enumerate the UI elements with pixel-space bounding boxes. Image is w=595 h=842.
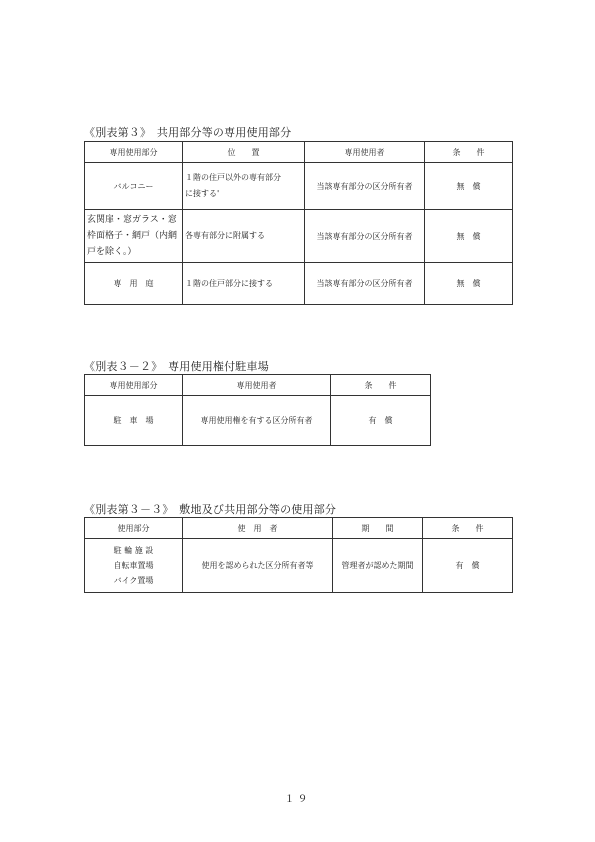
- table2-header-condition: 条 件: [331, 375, 431, 396]
- table-cell: １階の住戸部分に接する: [183, 263, 305, 305]
- table2-header-row: [85, 375, 431, 396]
- table-cell: 駐 車 場: [85, 396, 183, 446]
- table-row: [85, 539, 513, 593]
- table2-title: 《別表３－２》 専用使用権付駐車場: [84, 360, 269, 373]
- table1-header-location: 位 置: [183, 142, 305, 163]
- table-cell: 当該専有部分の区分所有者: [305, 263, 425, 305]
- table1-header-part: 専用使用部分: [85, 142, 183, 163]
- table-row: [85, 396, 431, 446]
- table-cell: 当該専有部分の区分所有者: [305, 163, 425, 210]
- table-cell: 専 用 庭: [85, 263, 183, 305]
- table-cell: 無 償: [425, 163, 513, 210]
- table3-header-user: 使 用 者: [183, 518, 333, 539]
- table-cell: 玄関扉・窓ガラス・窓 枠面格子・網戸（内網 戸を除く。）: [85, 210, 183, 263]
- table1-title: 《別表第３》 共用部分等の専用使用部分: [84, 126, 292, 139]
- table-cell: 駐 輪 施 設 自転車置場 バイク置場: [85, 539, 183, 593]
- table-cell: １階の住戸以外の専有部分 に接する': [183, 163, 305, 210]
- table-cell: 使用を認められた区分所有者等: [183, 539, 333, 593]
- table3-title: 《別表第３－３》 敷地及び共用部分等の使用部分: [84, 503, 337, 516]
- table1: [84, 141, 513, 305]
- table1-header-user: 専用使用者: [305, 142, 425, 163]
- table-cell: 有 償: [423, 539, 513, 593]
- table2: [84, 374, 431, 446]
- table-cell: 管理者が認めた期間: [333, 539, 423, 593]
- table3-header-part: 使用部分: [85, 518, 183, 539]
- table3-header-condition: 条 件: [423, 518, 513, 539]
- table2-header-part: 専用使用部分: [85, 375, 183, 396]
- page-number: １９: [284, 794, 311, 805]
- table-cell: 当該専有部分の区分所有者: [305, 210, 425, 263]
- table1-header-condition: 条 件: [425, 142, 513, 163]
- table-cell: バルコニー: [85, 163, 183, 210]
- table-cell: 専用使用権を有する区分所有者: [183, 396, 331, 446]
- table2-header-user: 専用使用者: [183, 375, 331, 396]
- table-cell: 有 償: [331, 396, 431, 446]
- table3-header-period: 期 間: [333, 518, 423, 539]
- table-cell: 無 償: [425, 210, 513, 263]
- table-row: [85, 163, 513, 210]
- table3-header-row: [85, 518, 513, 539]
- table-cell: 無 償: [425, 263, 513, 305]
- table1-header-row: [85, 142, 513, 163]
- table-row: [85, 263, 513, 305]
- table-row: [85, 210, 513, 263]
- table-cell: 各専有部分に附属する: [183, 210, 305, 263]
- table3: [84, 517, 513, 593]
